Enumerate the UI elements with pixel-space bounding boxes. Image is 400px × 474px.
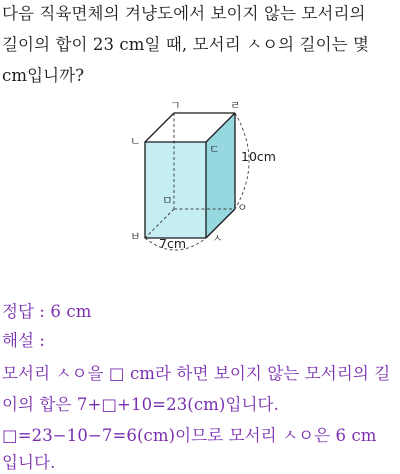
vertex-label-bieup: ㅂ [130,230,141,243]
vertex-label-digeut: ㄷ [209,143,220,156]
cuboid-diagram [120,98,276,258]
explanation-line-2: 이의 합은 7+□+10=23(cm)입니다. [2,395,279,414]
vertex-label-siot: ㅅ [212,232,223,245]
explanation-line-1: 모서리 ㅅㅇ을 □ cm라 하면 보이지 않는 모서리의 길 [2,364,391,383]
answer-line: 정답 : 6 cm [2,302,92,321]
explanation-line-4: 입니다. [2,453,56,472]
vertex-label-giyeok: ㄱ [170,99,181,112]
front-face [145,142,206,238]
question-line-1: 다음 직육면체의 겨냥도에서 보이지 않는 모서리의 [2,4,366,23]
bottom-length-label: 7cm [159,236,187,251]
vertex-label-ieung: ㅇ [237,201,248,214]
explanation-heading: 해설 : [2,331,46,350]
question-line-3: cm입니까? [2,66,85,85]
question-line-2: 길이의 합이 23 cm일 때, 모서리 ㅅㅇ의 길이는 몇 [2,35,370,54]
vertex-label-rieul: ㄹ [230,99,241,112]
height-label: 10cm [241,149,276,164]
vertex-label-nieun: ㄴ [130,135,141,148]
vertex-label-mieum: ㅁ [162,194,173,207]
explanation-line-3: □=23−10−7=6(cm)이므로 모서리 ㅅㅇ은 6 cm [2,426,377,445]
